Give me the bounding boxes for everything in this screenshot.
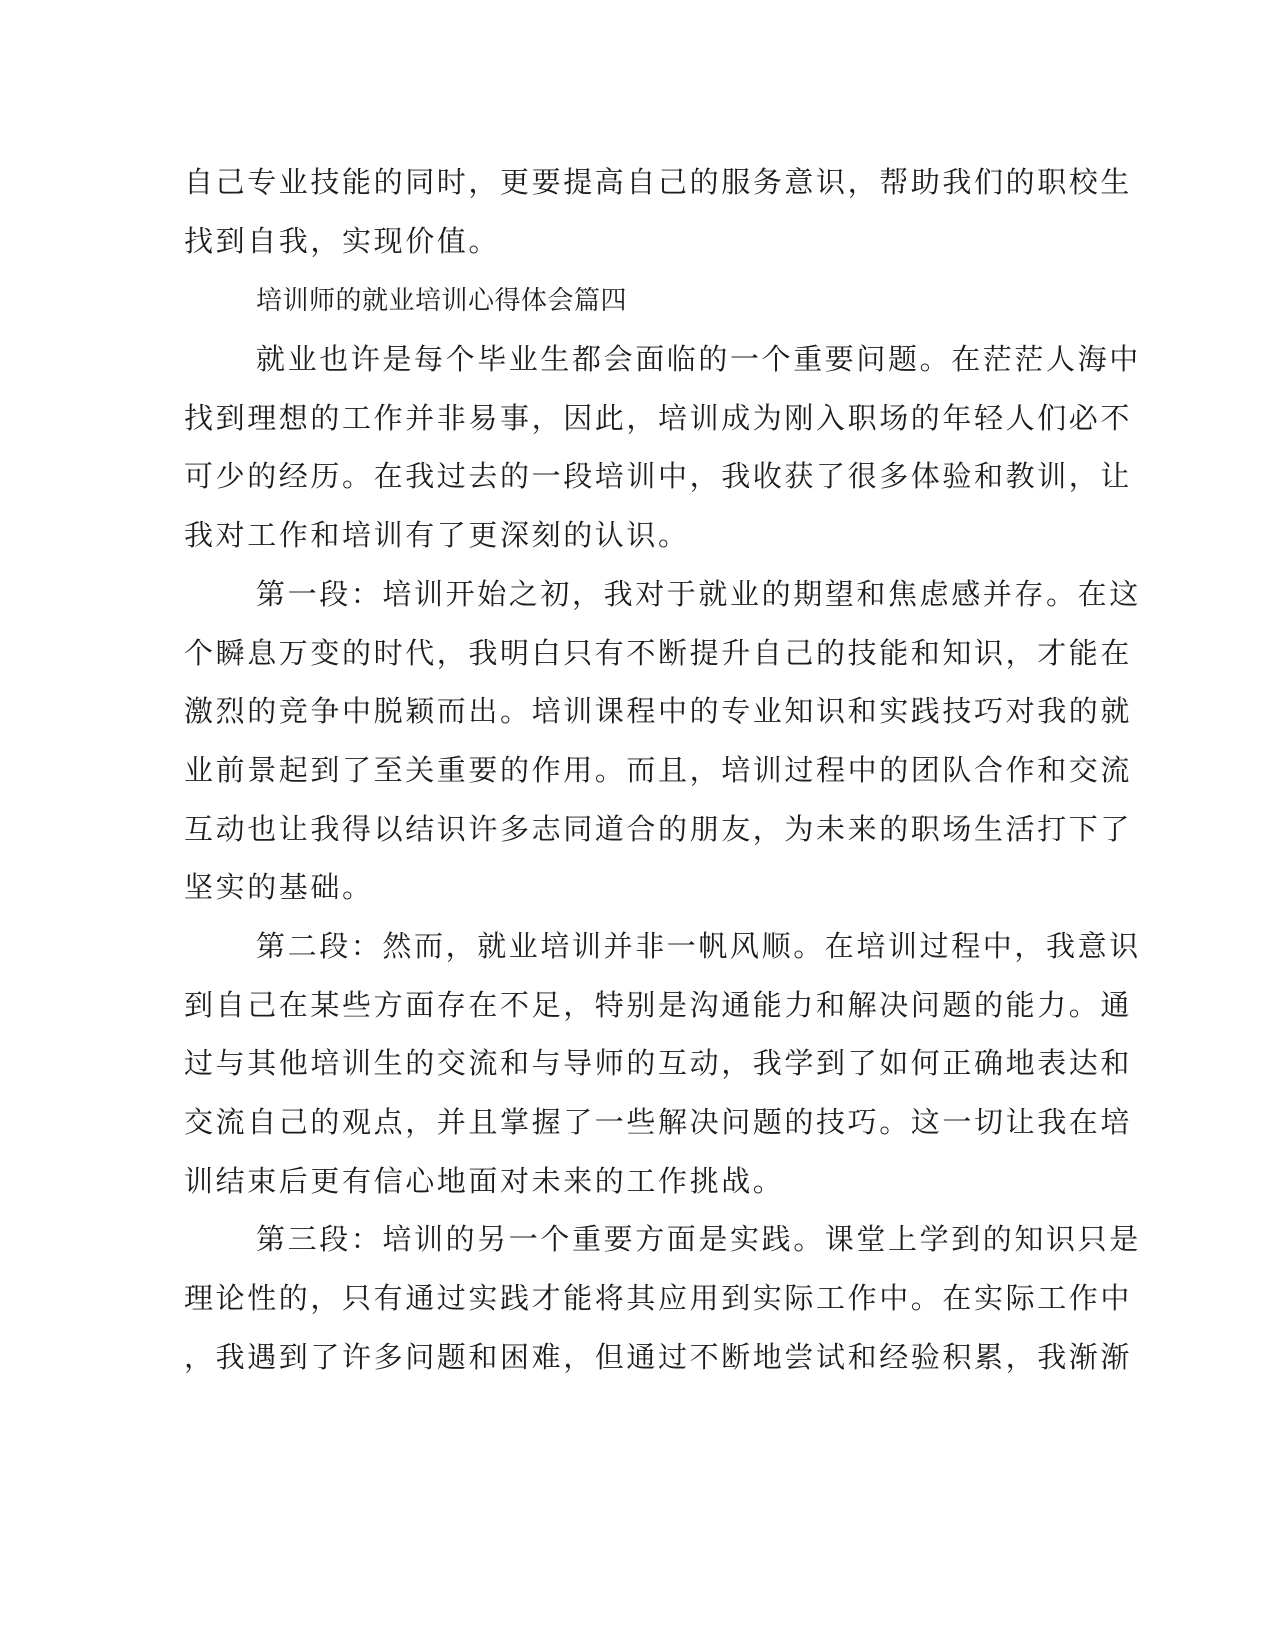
section-heading: 培训师的就业培训心得体会篇四 [256, 286, 628, 316]
text-line: 互动也让我得以结识许多志同道合的朋友，为未来的职场生活打下了 [184, 812, 1133, 846]
text-line: 第一段：培训开始之初，我对于就业的期望和焦虑感并存。在这 [256, 577, 1141, 611]
text-line: 到自己在某些方面存在不足，特别是沟通能力和解决问题的能力。通 [184, 988, 1133, 1022]
text-line: ，我遇到了许多问题和困难，但通过不断地尝试和经验积累，我渐渐 [184, 1340, 1133, 1374]
text-line: 坚实的基础。 [184, 870, 374, 904]
text-line: 交流自己的观点，并且掌握了一些解决问题的技巧。这一切让我在培 [184, 1105, 1133, 1139]
text-line: 第二段：然而，就业培训并非一帆风顺。在培训过程中，我意识 [256, 929, 1141, 963]
text-line: 找到自我，实现价值。 [184, 224, 501, 258]
text-line: 就业也许是每个毕业生都会面临的一个重要问题。在茫茫人海中 [256, 342, 1141, 376]
text-line: 业前景起到了至关重要的作用。而且，培训过程中的团队合作和交流 [184, 753, 1133, 787]
text-line: 训结束后更有信心地面对未来的工作挑战。 [184, 1164, 785, 1198]
text-line: 个瞬息万变的时代，我明白只有不断提升自己的技能和知识，才能在 [184, 636, 1133, 670]
text-line: 可少的经历。在我过去的一段培训中，我收获了很多体验和教训，让 [184, 459, 1133, 493]
text-line: 激烈的竞争中脱颖而出。培训课程中的专业知识和实践技巧对我的就 [184, 694, 1133, 728]
text-line: 我对工作和培训有了更深刻的认识。 [184, 518, 690, 552]
text-line: 理论性的，只有通过实践才能将其应用到实际工作中。在实际工作中 [184, 1281, 1133, 1315]
text-line: 自己专业技能的同时，更要提高自己的服务意识，帮助我们的职校生 [184, 165, 1133, 199]
text-line: 第三段：培训的另一个重要方面是实践。课堂上学到的知识只是 [256, 1222, 1141, 1256]
text-line: 过与其他培训生的交流和与导师的互动，我学到了如何正确地表达和 [184, 1046, 1133, 1080]
text-line: 找到理想的工作并非易事，因此，培训成为刚入职场的年轻人们必不 [184, 401, 1133, 435]
